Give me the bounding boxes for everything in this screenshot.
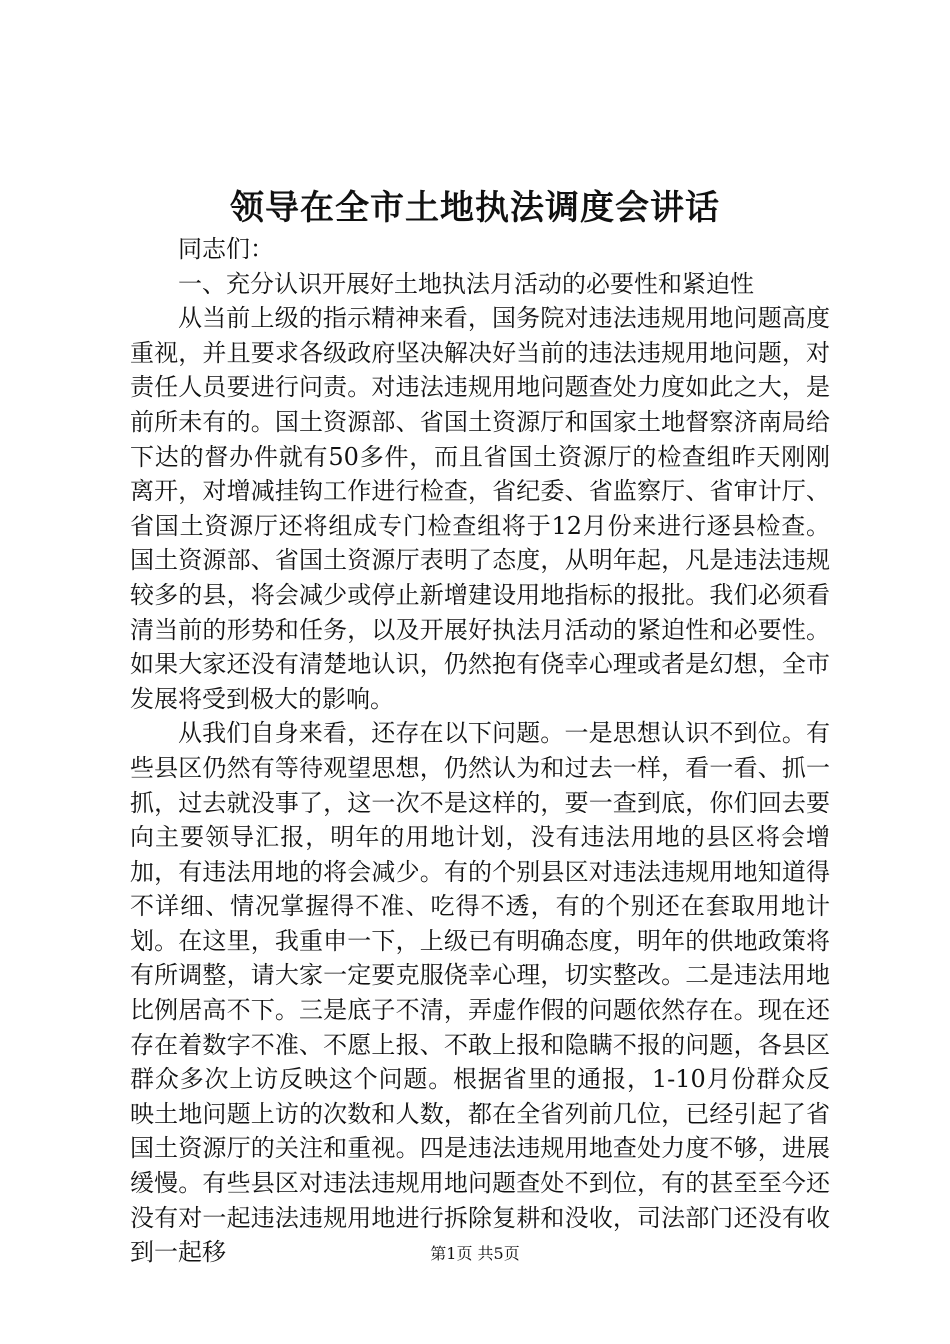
document-title: 领导在全市土地执法调度会讲话 — [230, 188, 720, 228]
document-body — [130, 232, 830, 1270]
salutation-paragraph: 同志们： — [178, 235, 274, 263]
body-paragraph: 从当前上级的指示精神来看，国务院对违法违规用地问题高度重视，并且要求各级政府坚决解决好当前的违法违规用地问题，对责任人员要进行问责。对违法违规用地问题查处力度如此之大，是前所未有的。国土资源部、省国土资源厅和国家土地督察济南局给下达的督办件就有50多件，而且省国土资源厅的检查组昨天刚刚离开，对增减挂钩工作进行检查，省纪委、省监察厅、省审计厅、省国土资源厅还将组成专门检查组将于12月份来进行逐县检查。国土资源部、省国土资源厅表明了态度，从明年起，凡是违法违规较多的县，将会减少或停止新增建设用地指标的报批。我们必须看清当前的形势和任务，以及开展好执法月活动的紧迫性和必要性。如果大家还没有清楚地认识，仍然抱有侥幸心理或者是幻想，全市发展将受到极大的影响。 — [130, 304, 830, 713]
section-heading: 一、充分认识开展好土地执法月活动的必要性和紧迫性 — [178, 269, 754, 298]
body-paragraph: 从我们自身来看，还存在以下问题。一是思想认识不到位。有些县区仍然有等待观望思想，仍然认为和过去一样，看一看、抓一抓，过去就没事了，这一次不是这样的，要一查到底，你们回去要向主要领导汇报，明年的用地计划，没有违法用地的县区将会增加，有违法用地的将会减少。有的个别县区对违法违规用地知道得不详细、情况掌握得不准、吃得不透，有的个别还在套取用地计划。在这里，我重申一下，上级已有明确态度，明年的供地政策将有所调整，请大家一定要克服侥幸心理，切实整改。二是违法用地比例居高不下。三是底子不清，弄虚作假的问题依然存在。现在还存在着数字不准、不愿上报、不敢上报和隐瞒不报的问题，各县区群众多次上访反映这个问题。根据省里的通报，1-10月份群众反映土地问题上访的次数和人数，都在全省列前几位，已经引起了省国土资源厅的关注和重视。四是违法违规用地查处力度不够，进展缓慢。有些县区对违法违规用地问题查处不到位，有的甚至至今还没有对一起违法违规用地进行拆除复耕和没收，司法部门还没有收到一起移 — [130, 719, 830, 1267]
page-number-footer: 第1页 共5页 — [430, 1244, 520, 1263]
